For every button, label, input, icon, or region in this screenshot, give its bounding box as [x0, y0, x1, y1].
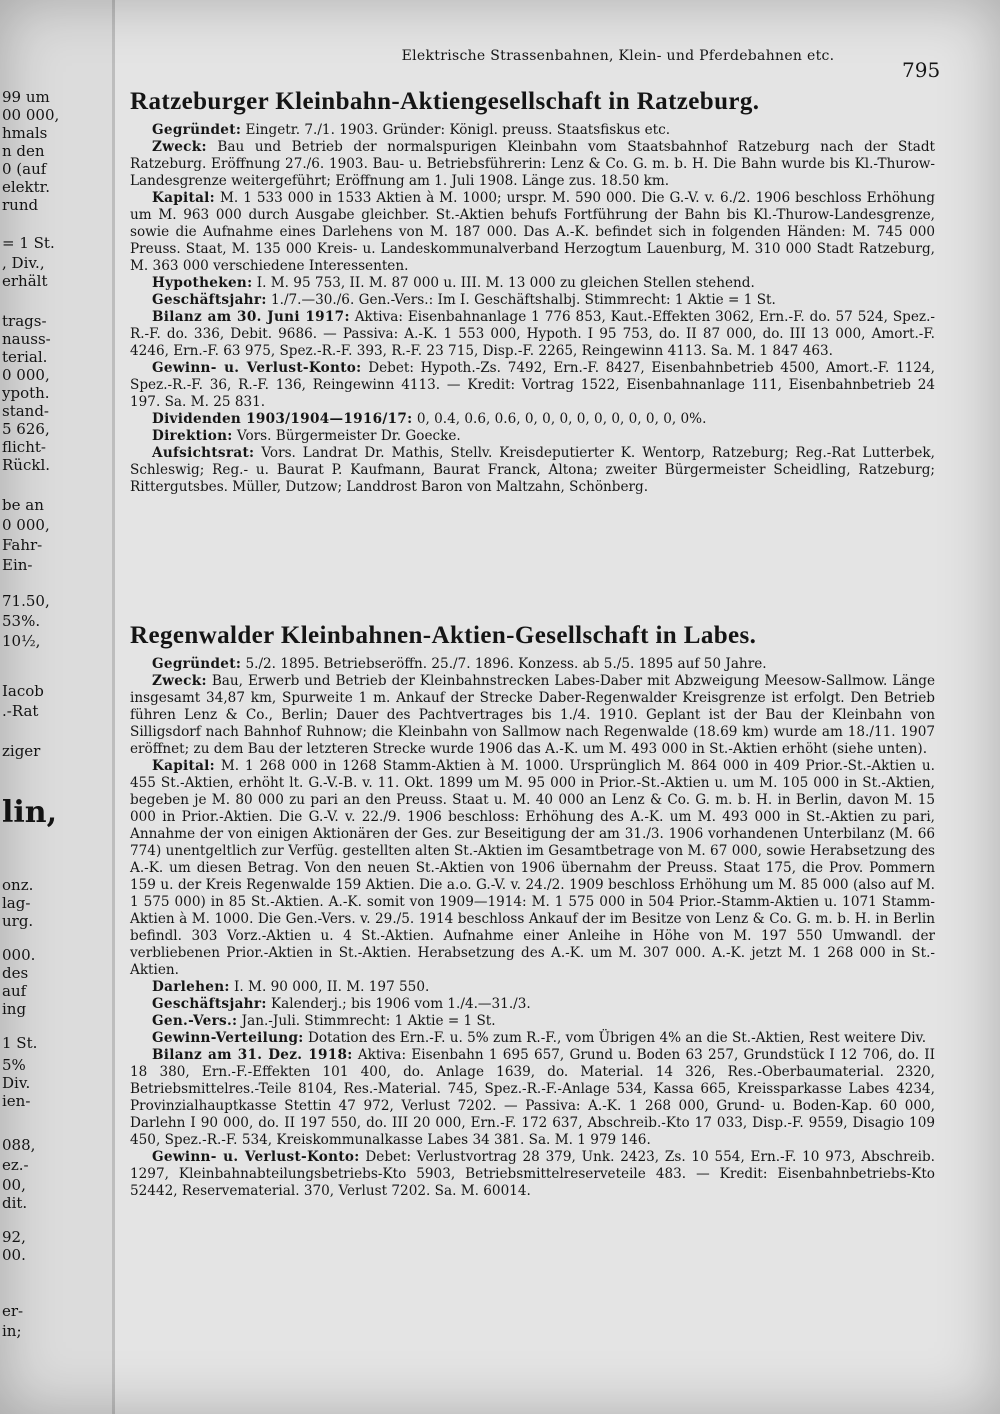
margin-fragment: ez.- [2, 1156, 29, 1174]
margin-fragment: = 1 St. [2, 234, 55, 252]
margin-fragment: Fahr- [2, 536, 43, 554]
margin-fragment: .-Rat [2, 702, 39, 720]
entry-section [130, 1013, 935, 1030]
entry-section [130, 1047, 935, 1149]
margin-fragment: 5 626, [2, 420, 50, 438]
section-text: Debet: Verlustvortrag 28 379, Unk. 2423, Zs. 10 554, Ern.-F. 10 973, Abschreib. 1297, Kleinbahnabteilungsbetriebs-Kto 5903, Betriebsmittelreserveteile 483. — Kredit: Eisenbahnbetriebs-Kto 52442, Reservematerial. 370, Verlust 7202. Sa. M. 60014. [130, 1149, 935, 1199]
margin-fragment: stand- [2, 402, 49, 420]
section-label: Zweck: [152, 673, 207, 689]
company-entry-regenwalde [130, 622, 935, 1200]
section-text: Vors. Landrat Dr. Mathis, Stellv. Kreisdeputierter K. Wentorp, Ratzeburg; Reg.-Rat Lutterbek, Schleswig; Reg.- u. Baurat P. Kaufmann, Baurat Franck, Altona; zweiter Bürgermeister Scheidling, Ratzeburg; Rittergutsbes. Müller, Dutzow; Landdrost Baron von Maltzahn, Schönberg. [130, 445, 935, 495]
margin-fragment: Ein- [2, 556, 33, 574]
margin-fragment: 1 St. [2, 1034, 38, 1052]
section-label: Gen.-Vers.: [152, 1013, 238, 1029]
section-text: Jan.-Juli. Stimmrecht: 1 Aktie = 1 St. [241, 1013, 496, 1029]
entry-section [130, 411, 935, 428]
entry-section [130, 445, 935, 496]
section-text: 0, 0.4, 0.6, 0.6, 0, 0, 0, 0, 0, 0, 0, 0, 0, 0%. [416, 411, 707, 427]
entry-title: Regenwalder Kleinbahnen-Aktien-Gesellschaft in Labes. [130, 622, 757, 649]
margin-fragment: 00. [2, 1246, 26, 1264]
section-label: Aufsichtsrat: [152, 445, 255, 461]
margin-fragment: 0 000, [2, 516, 50, 534]
entry-section [130, 122, 935, 139]
margin-fragment: in; [2, 1322, 22, 1340]
margin-fragment: Rückl. [2, 456, 51, 474]
margin-fragment: onz. [2, 876, 34, 894]
entry-section [130, 139, 935, 190]
entry-section [130, 360, 935, 411]
section-label: Gewinn-Verteilung: [152, 1030, 304, 1046]
margin-fragment: ing [2, 1000, 27, 1018]
section-label: Geschäftsjahr: [152, 292, 267, 308]
margin-fragment: des [2, 964, 29, 982]
section-label: Gewinn- u. Verlust-Konto: [152, 1149, 360, 1165]
margin-fragment: auf [2, 982, 27, 1000]
adjacent-page-margin [0, 0, 115, 1414]
section-text: Aktiva: Eisenbahn 1 695 657, Grund u. Boden 63 257, Grundstück I 12 706, do. II 18 380, Ern.-F.-Effekten 101 400, do. Anlage 1639, do. Material. 14 326, Res.-Oberbaumaterial. 2320, Betriebsmittelres.-Teile 8104, Res.-Material. 745, Spez.-R.-F.-Anlage 534, Kassa 665, Kreissparkasse Labes 4234, Provinzialhauptkasse Stettin 47 972, Verlust 7202. — Passiva: A.-K. 1 268 000, Grund- u. Boden-Kap. 60 000, Darlehn I 90 000, do. II 197 550, do. III 20 000, Ern.-F. 172 637, Abschreib.-Kto 17 033, Disp.-F. 9559, Disagio 109 450, Spez.-R.-F. 534, Kreiskommunalkasse Labes 34 381. Sa. M. 1 979 146. [130, 1047, 935, 1148]
margin-fragment: erhält [2, 272, 48, 290]
entry-section [130, 275, 935, 292]
section-text: 5./2. 1895. Betriebseröffn. 25./7. 1896. Konzess. ab 5./5. 1895 auf 50 Jahre. [245, 656, 767, 672]
margin-fragment: be an [2, 496, 44, 514]
margin-fragment: 92, [2, 1228, 26, 1246]
section-label: Gegründet: [152, 122, 242, 138]
section-label: Geschäftsjahr: [152, 996, 267, 1012]
section-label: Dividenden 1903/1904—1916/17: [152, 411, 413, 427]
section-text: Bau und Betrieb der normalspurigen Kleinbahn vom Staatsbahnhof Ratzeburg nach der Stadt Ratzeburg. Eröffnung 27./6. 1903. Bau- u. Betriebsführerin: Lenz & Co. G. m. b. H. Die Bahn wurde bis Kl.-Thurow-Landesgrenze weitergeführt; Eröffnung am 1. Juli 1908. Länge zus. 18.50 km. [130, 139, 935, 189]
entry-section [130, 1030, 935, 1047]
entry-section [130, 979, 935, 996]
margin-fragment: urg. [2, 912, 34, 930]
margin-fragment: 71.50, [2, 592, 50, 610]
section-label: Bilanz am 30. Juni 1917: [152, 309, 350, 325]
margin-fragment: 5% [2, 1056, 26, 1074]
margin-fragment: flicht- [2, 438, 46, 456]
entry-section [130, 656, 935, 673]
margin-fragment: 10½, [2, 632, 41, 650]
margin-fragment: trags- [2, 312, 47, 330]
section-label: Hypotheken: [152, 275, 253, 291]
margin-fragment: nauss- [2, 330, 51, 348]
entry-section [130, 673, 935, 758]
running-head: Elektrische Strassenbahnen, Klein- und Pferdebahnen etc. [401, 48, 835, 64]
section-text: 1./7.—30./6. Gen.-Vers.: Im I. Geschäftshalbj. Stimmrecht: 1 Aktie = 1 St. [270, 292, 776, 308]
section-label: Darlehen: [152, 979, 230, 995]
entry-section [130, 292, 935, 309]
margin-fragment: 00 000, [2, 106, 60, 124]
section-text: Eingetr. 7./1. 1903. Gründer: Königl. preuss. Staatsfiskus etc. [245, 122, 671, 138]
section-text: Dotation des Ern.-F. u. 5% zum R.-F., vom Übrigen 4% an die St.-Aktien, Rest weitere Div. [307, 1030, 927, 1046]
section-text: I. M. 95 753, II. M. 87 000 u. III. M. 13 000 zu gleichen Stellen stehend. [256, 275, 755, 291]
section-label: Bilanz am 31. Dez. 1918: [152, 1047, 353, 1063]
margin-fragment: Iacob [2, 682, 44, 700]
section-text: Debet: Hypoth.-Zs. 7492, Ern.-F. 8427, Eisenbahnbetrieb 4500, Amort.-F. 1124, Spez.-R.-F. 36, R.-F. 136, Reingewinn 4113. — Kredit: Vortrag 1522, Eisenbahnanlage 111, Eisenbahnbetrieb 24 197. Sa. M. 25 831. [130, 360, 935, 410]
page-content [118, 0, 948, 1414]
margin-fragment: 99 um [2, 88, 50, 106]
entry-section [130, 758, 935, 979]
page-number: 795 [902, 58, 941, 82]
section-text: M. 1 268 000 in 1268 Stamm-Aktien à M. 1000. Ursprünglich M. 864 000 in 409 Prior.-St.-Aktien u. 455 St.-Aktien, erhöht lt. G.-V.-B. v. 11. Okt. 1899 um M. 95 000 in Prior.-St.-Aktien u. um M. 105 000 in St.-Aktien, begeben je M. 80 000 zu pari an den Preuss. Staat u. M. 40 000 an Lenz & Co. G. m. b. H. in Berlin, davon M. 15 000 in Prior.-Aktien. Die G.-V. v. 22./9. 1906 beschloss: Erhöhung des A.-K. um M. 493 000 in St.-Aktien zu pari, Annahme der von einigen Aktionären der Ges. zur Beseitigung der am 31./3. 1906 vorhandenen Unterbilanz (M. 66 774) unentgeltlich zur Verfüg. gestellten alten St.-Aktien im Gesamtbetrage von M. 67 000, sowie Herabsetzung des A.-K. um diesen Betrag. Von den neuen St.-Aktien von 1906 übernahm der Preuss. Staat 175, die Prov. Pommern 159 u. der Kreis Regenwalde 159 Aktien. Die a.o. G.-V. v. 24./2. 1909 beschloss Erhöhung um M. 85 000 (also auf M. 1 575 000) in 85 St.-Aktien. A.-K. somit von 1909—1914: M. 1 575 000 in 504 Prior.-Stamm-Aktien u. 1071 Stamm-Aktien à M. 1000. Die Gen.-Vers. v. 29./5. 1914 beschloss Ankauf der im Besitze von Lenz & Co. G. m. b. H. in Berlin befindl. 303 Vorz.-Aktien u. 4 St.-Aktien. Aufnahme einer Anleihe in Höhe von M. 197 550 Umwandl. der verbliebenen Prior.-Aktien in St.-Aktien. Herabsetzung des A.-K. um M. 307 000. A.-K. jetzt M. 1 268 000 in St.-Aktien. [130, 758, 935, 978]
margin-fragment: 53%. [2, 612, 41, 630]
margin-fragment: elektr. [2, 178, 50, 196]
section-text: Kalenderj.; bis 1906 vom 1./4.—31./3. [270, 996, 531, 1012]
margin-fragment: ziger [2, 742, 41, 760]
entry-section [130, 190, 935, 275]
margin-fragment: rund [2, 196, 39, 214]
section-label: Kapital: [152, 190, 215, 206]
margin-fragment: Div. [2, 1074, 31, 1092]
margin-fragment: lag- [2, 894, 31, 912]
section-text: Bau, Erwerb und Betrieb der Kleinbahnstrecken Labes-Daber mit Abzweigung Meesow-Sallmow. Länge insgesamt 34,87 km, Spurweite 1 m. Ankauf der Strecke Daber-Regenwalder Kreisgrenze ist erfolgt. Den Betrieb führen Lenz & Co., Berlin; Dauer des Pachtvertrages bis 1./4. 1910. Geplant ist der Bau der Kleinbahn von Silligsdorf nach Bahnhof Ruhnow; die Kleinbahn von Sallmow nach Regenwalde (18.69 km) wurde am 18./11. 1907 eröffnet; zu dem Bau der letzteren Strecke wurde 1906 das A.-K. um M. 493 000 in St.-Aktien erhöht (siehe unten). [130, 673, 936, 757]
margin-fragment: , Div., [2, 254, 45, 272]
section-text: M. 1 533 000 in 1533 Aktien à M. 1000; urspr. M. 590 000. Die G.-V. v. 6./2. 1906 beschloss Erhöhung um M. 963 000 durch Ausgabe gleichber. St.-Aktien behufs Fortführung der Bahn bis Kl.-Thurow-Landesgrenze, sowie die Aufnahme eines Darlehens von M. 187 000. Das A.-K. befindet sich in folgenden Händen: M. 745 000 Preuss. Staat, M. 135 000 Kreis- u. Landeskommunalverband Herzogtum Lauenburg, M. 310 000 Stadt Ratzeburg, M. 363 000 verschiedene Interessenten. [130, 190, 935, 274]
entry-section [130, 1149, 935, 1200]
section-label: Zweck: [152, 139, 207, 155]
section-label: Gewinn- u. Verlust-Konto: [152, 360, 362, 376]
margin-fragment: er- [2, 1302, 24, 1320]
section-text: I. M. 90 000, II. M. 197 550. [234, 979, 430, 995]
entry-section [130, 309, 935, 360]
section-label: Direktion: [152, 428, 233, 444]
margin-fragment: hmals [2, 124, 48, 142]
margin-fragment: 000. [2, 946, 36, 964]
margin-fragment: n den [2, 142, 45, 160]
section-label: Kapital: [152, 758, 215, 774]
section-label: Gegründet: [152, 656, 242, 672]
margin-fragment: ypoth. [2, 384, 50, 402]
margin-fragment: terial. [2, 348, 48, 366]
section-text: Aktiva: Eisenbahnanlage 1 776 853, Kaut.-Effekten 3062, Ern.-F. do. 57 524, Spez.-R.-F. do. 336, Debit. 9686. — Passiva: A.-K. 1 553 000, Hypoth. I 95 753, do. II 87 000, do. III 13 000, Amort.-F. 4246, Ern.-F. 63 975, Spez.-R.-F. 393, R.-F. 23 715, Disp.-F. 2265, Reingewinn 4113. Sa. M. 1 847 463. [130, 309, 936, 359]
margin-fragment: ien- [2, 1092, 31, 1110]
margin-fragment: 0 000, [2, 366, 50, 384]
entry-section [130, 996, 935, 1013]
margin-fragment: dit. [2, 1194, 28, 1212]
margin-fragment: 088, [2, 1136, 36, 1154]
section-text: Vors. Bürgermeister Dr. Goecke. [236, 428, 461, 444]
entry-title: Ratzeburger Kleinbahn-Aktiengesellschaft in Ratzeburg. [130, 88, 760, 115]
company-entry-ratzeburg [130, 88, 935, 496]
margin-fragment: lin, [2, 795, 58, 830]
entry-section [130, 428, 935, 445]
margin-fragment: 00, [2, 1176, 26, 1194]
margin-fragment: 0 (auf [2, 160, 47, 178]
